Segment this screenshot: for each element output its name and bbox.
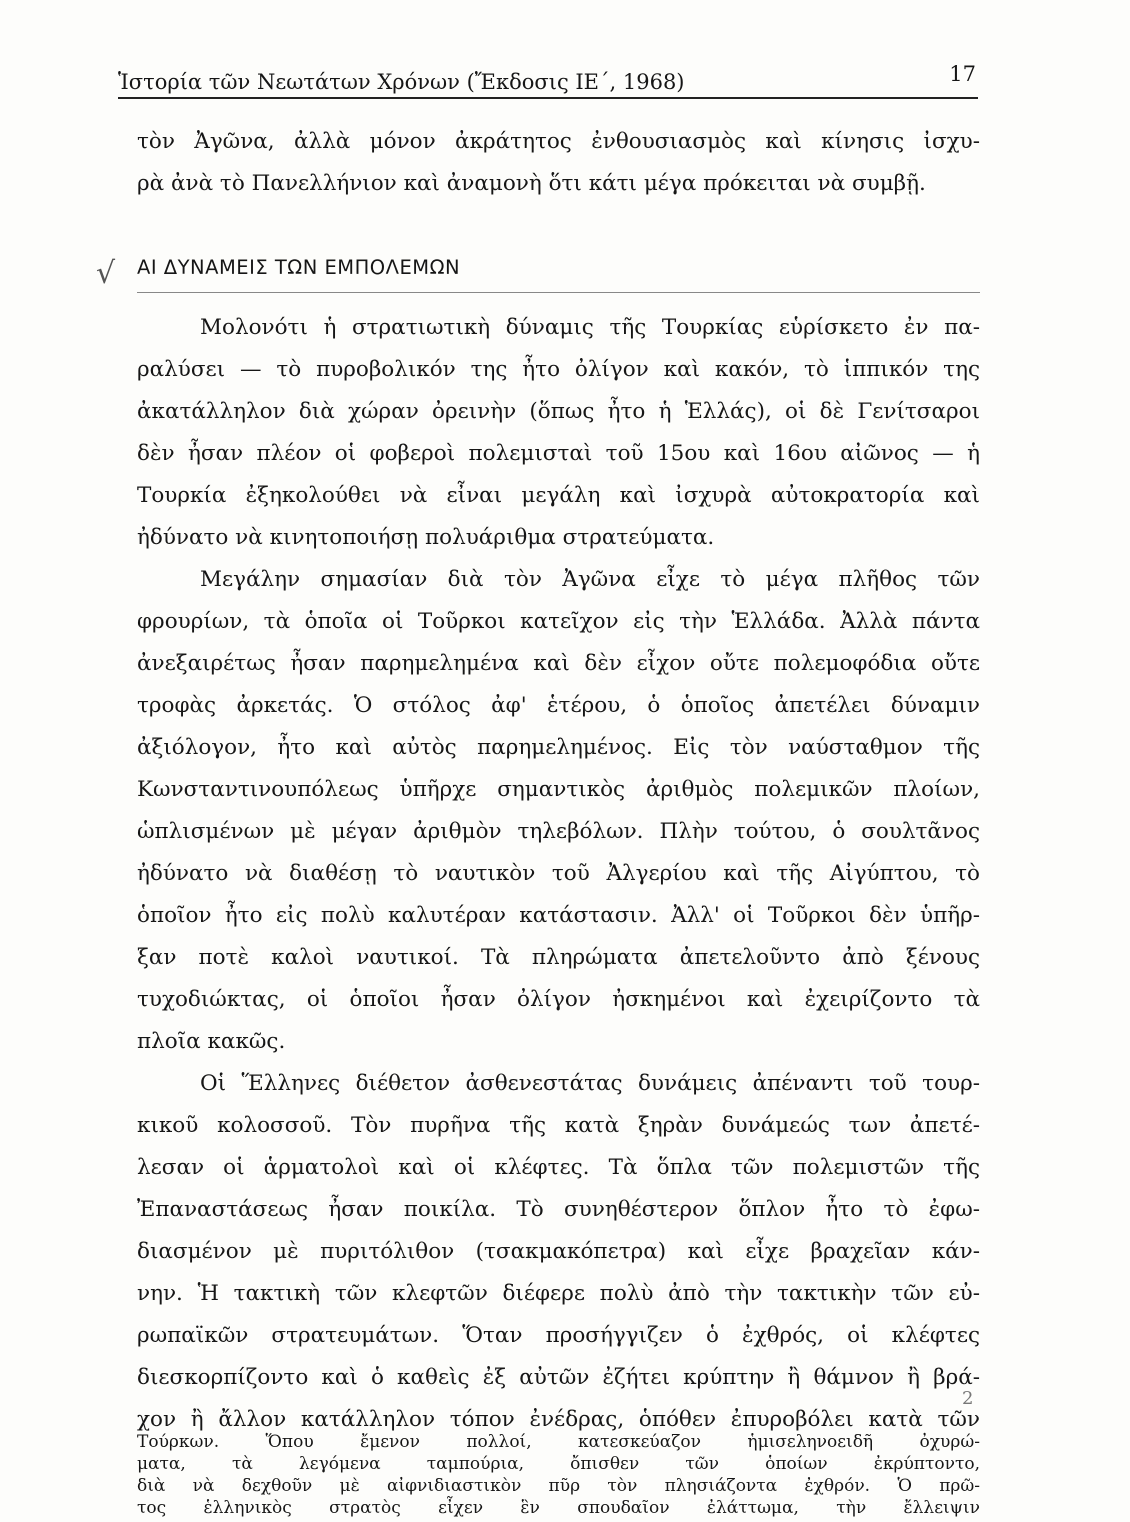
text-line: Ἐπαναστάσεως ἦσαν ποικίλα. Τὸ συνηθέστερον ὅπλον ἦτο τὸ ἐφω- <box>137 1197 980 1222</box>
text-line: Κωνσταντινουπόλεως ὑπῆρχε σημαντικὸς ἀριθμὸς πολεμικῶν πλοίων, <box>137 777 980 802</box>
text-line: κικοῦ κολοσσοῦ. Τὸν πυρῆνα τῆς κατὰ ξηρὰν δυνάμεώς των ἀπετέ- <box>137 1113 980 1138</box>
check-mark-icon: √ <box>96 256 116 291</box>
text-line: ἠδύνατο νὰ διαθέσῃ τὸ ναυτικὸν τοῦ Ἀλγερίου καὶ τῆς Αἰγύπτου, τὸ <box>137 861 980 886</box>
text-line: ἠδύνατο νὰ κινητοποιήσῃ πολυάριθμα στρατεύματα. <box>137 525 715 550</box>
text-line: διὰ νὰ δεχθοῦν μὲ αἰφνιδιαστικὸν πῦρ τὸν πλησιάζοντα ἐχθρόν. Ὁ πρῶ- <box>137 1476 980 1496</box>
text-line: τος ἑλληνικὸς στρατὸς εἶχεν ἓν σπουδαῖον ἐλάττωμα, τὴν ἔλλειψιν <box>137 1498 980 1518</box>
text-line: Οἱ Ἕλληνες διέθετον ἀσθενεστάτας δυνάμεις ἀπέναντι τοῦ τουρ- <box>200 1071 980 1096</box>
text-line: Τουρκία ἐξηκολούθει νὰ εἶναι μεγάλη καὶ ἰσχυρὰ αὐτοκρατορία καὶ <box>137 483 980 508</box>
page-number: 17 <box>949 62 976 86</box>
book-title: Ἱστορία τῶν Νεωτάτων Χρόνων (Ἔκδοσις ΙΕ΄, 1968) <box>118 70 685 94</box>
text-line: ρὰ ἀνὰ τὸ Πανελλήνιον καὶ ἀναμονὴ ὅτι κάτι μέγα πρόκειται νὰ συμβῇ. <box>137 171 926 196</box>
text-line: ματα, τὰ λεγόμενα ταμπούρια, ὄπισθεν τῶν ὁποίων ἐκρύπτοντο, <box>137 1454 980 1474</box>
text-line: χον ἢ ἄλλον κατάλληλον τόπον ἐνέδρας, ὁπόθεν ἐπυροβόλει κατὰ τῶν <box>137 1407 980 1432</box>
running-header <box>118 62 978 96</box>
text-line: πλοῖα κακῶς. <box>137 1029 286 1054</box>
text-line: δὲν ἦσαν πλέον οἱ φοβεροὶ πολεμισταὶ τοῦ 15ου καὶ 16ου αἰῶνος — ἡ <box>137 441 980 466</box>
text-line: διασμένον μὲ πυριτόλιθον (τσακμακόπετρα) καὶ εἶχε βραχεῖαν κάν- <box>137 1239 980 1264</box>
text-line: Τούρκων. Ὅπου ἔμενον πολλοί, κατεσκεύαζον ἡμισεληνοειδῆ ὀχυρώ- <box>137 1432 980 1452</box>
text-line: ρωπαϊκῶν στρατευμάτων. Ὅταν προσήγγιζεν ὁ ἐχθρός, οἱ κλέφτες <box>137 1323 980 1348</box>
signature-mark: 2 <box>962 1388 974 1409</box>
text-line: Μεγάλην σημασίαν διὰ τὸν Ἀγῶνα εἶχε τὸ μέγα πλῆθος τῶν <box>200 567 980 592</box>
text-line: νην. Ἡ τακτικὴ τῶν κλεφτῶν διέφερε πολὺ ἀπὸ τὴν τακτικὴν τῶν εὐ- <box>137 1281 980 1306</box>
text-line: φρουρίων, τὰ ὁποῖα οἱ Τοῦρκοι κατεῖχον εἰς τὴν Ἑλλάδα. Ἀλλὰ πάντα <box>137 609 980 634</box>
text-line: ἀξιόλογον, ἦτο καὶ αὐτὸς παρημελημένος. Εἰς τὸν ναύσταθμον τῆς <box>137 735 980 760</box>
heading-rule <box>137 292 980 293</box>
text-line: ὡπλισμένων μὲ μέγαν ἀριθμὸν τηλεβόλων. Πλὴν τούτου, ὁ σουλτᾶνος <box>137 819 980 844</box>
text-line: ραλύσει — τὸ πυροβολικόν της ἦτο ὀλίγον καὶ κακόν, τὸ ἱππικόν της <box>137 357 980 382</box>
header-rule <box>118 97 978 99</box>
text-line: ὁποῖον ἦτο εἰς πολὺ καλυτέραν κατάστασιν. Ἀλλ' οἱ Τοῦρκοι δὲν ὑπῆρ- <box>137 903 980 928</box>
text-line: τυχοδιώκτας, οἱ ὁποῖοι ἦσαν ὀλίγον ἠσκημένοι καὶ ἐχειρίζοντο τὰ <box>137 987 980 1012</box>
text-line: Μολονότι ἡ στρατιωτικὴ δύναμις τῆς Τουρκίας εὑρίσκετο ἐν πα- <box>200 315 980 340</box>
text-line: ξαν ποτὲ καλοὶ ναυτικοί. Τὰ πληρώματα ἀπετελοῦντο ἀπὸ ξένους <box>137 945 980 970</box>
text-line: τὸν Ἀγῶνα, ἀλλὰ μόνον ἀκράτητος ἐνθουσιασμὸς καὶ κίνησις ἰσχυ- <box>137 129 980 154</box>
text-line: διεσκορπίζοντο καὶ ὁ καθεὶς ἐξ αὐτῶν ἐζήτει κρύπτην ἢ θάμνον ἢ βρά- <box>137 1365 980 1390</box>
text-line: ἀνεξαιρέτως ἦσαν παρημελημένα καὶ δὲν εἶχον οὔτε πολεμοφόδια οὔτε <box>137 651 980 676</box>
text-line: τροφὰς ἀρκετάς. Ὁ στόλος ἀφ' ἑτέρου, ὁ ὁποῖος ἀπετέλει δύναμιν <box>137 693 980 718</box>
text-line: ἀκατάλληλον διὰ χώραν ὀρεινὴν (ὅπως ἦτο ἡ Ἑλλάς), οἱ δὲ Γενίτσαροι <box>137 399 980 424</box>
text-line: λεσαν οἱ ἁρματολοὶ καὶ οἱ κλέφτες. Τὰ ὅπλα τῶν πολεμιστῶν τῆς <box>137 1155 980 1180</box>
section-heading: ΑΙ ΔΥΝΑΜΕΙΣ ΤΩΝ ΕΜΠΟΛΕΜΩΝ <box>137 256 461 279</box>
